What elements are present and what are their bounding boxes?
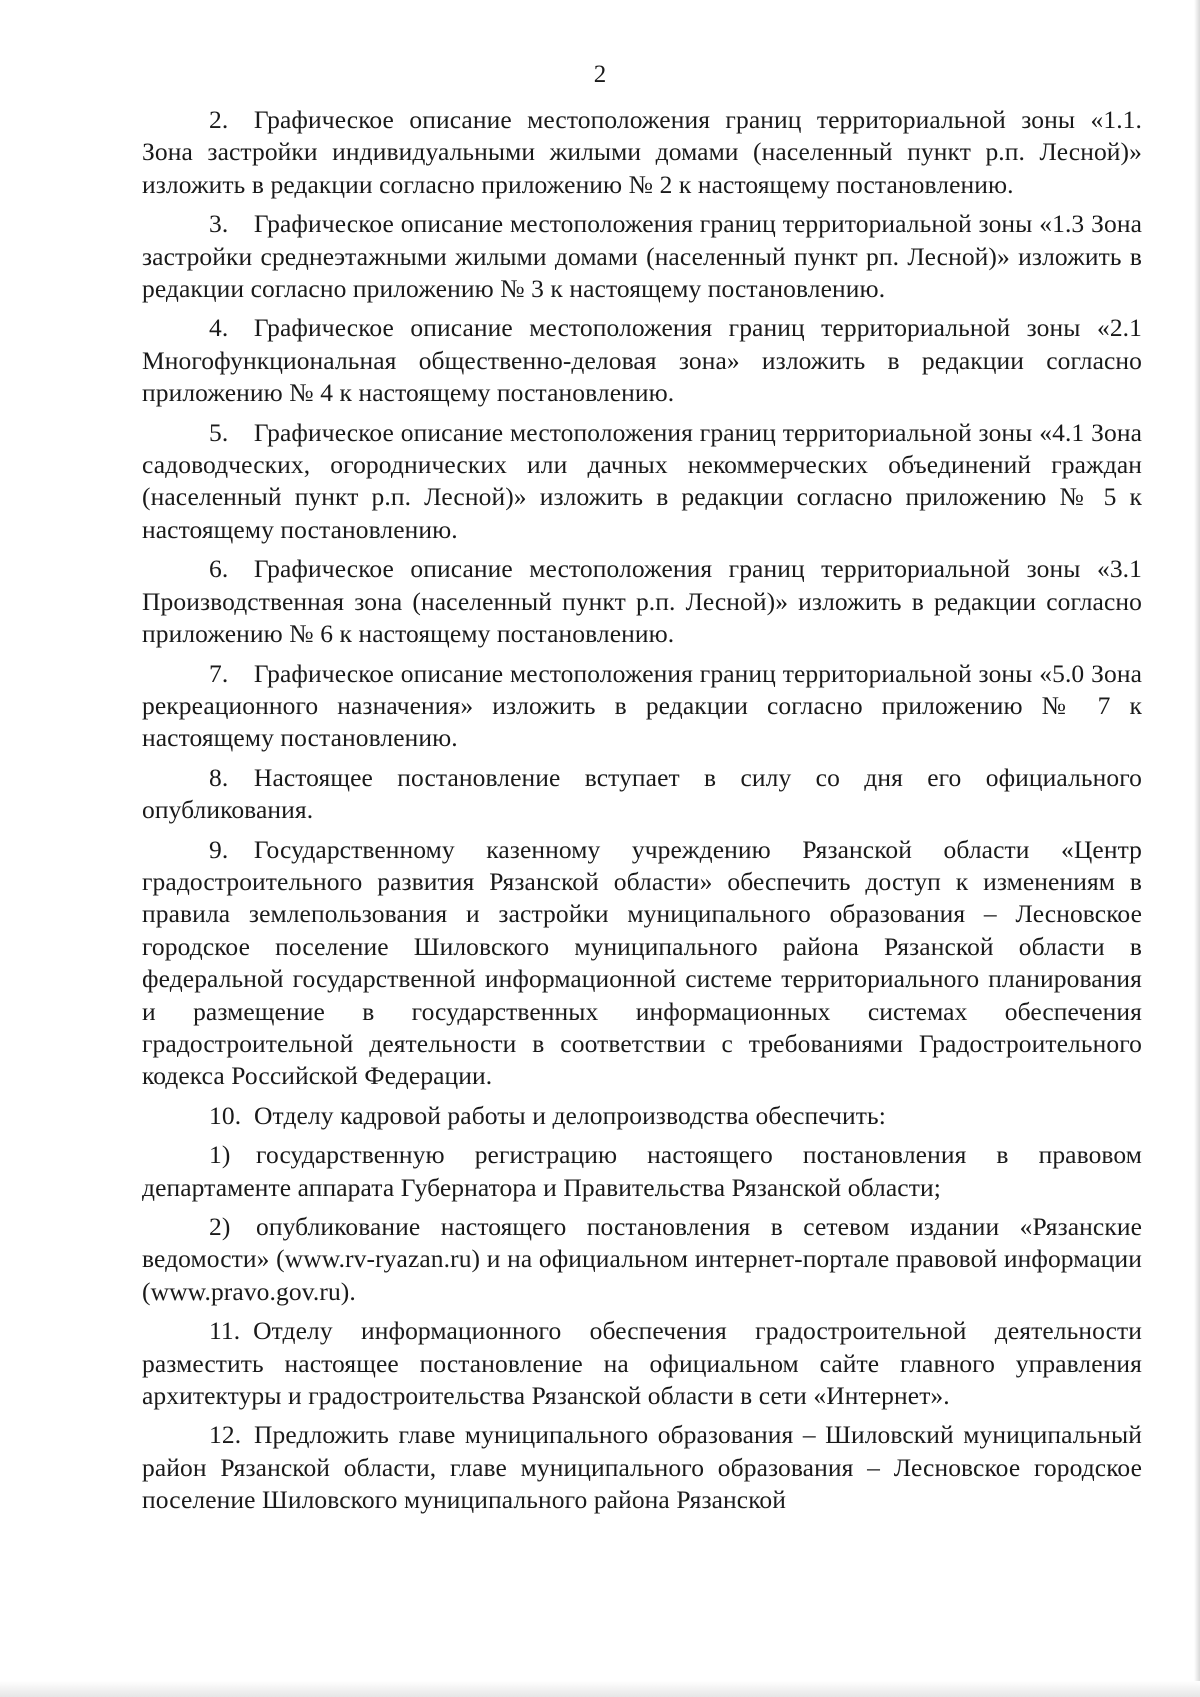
subparagraph-item-2: 2) опубликование настоящего постановления в сетевом издании «Рязанские ведомости» (www.rv-ryazan.ru) и на официальном интернет-портале правовой информации (www.pravo.gov.ru).	[142, 1212, 1142, 1306]
paragraph-item-2: 2. Графическое описание местоположения границ территориальной зоны «1.1. Зона застройки индивидуальными жилыми домами (населенный пункт р.п. Лесной)» изложить в редакции согласно приложению № 2 к настоящему постановлению.	[142, 105, 1142, 199]
subparagraph-item-1: 1) государственную регистрацию настоящего постановления в правовом департаменте аппарата Губернатора и Правительства Рязанской области;	[142, 1140, 1142, 1202]
document-body	[142, 104, 1142, 1524]
paragraph-item-5: 5. Графическое описание местоположения границ территориальной зоны «4.1 Зона садоводческих, огороднических или дачных некоммерческих объединений граждан (населенный пункт р.п. Лесной)» изложить в редакции согласно приложению № 5 к настоящему постановлению.	[142, 417, 1142, 544]
paragraph-item-9: 9. Государственному казенному учреждению Рязанской области «Центр градостроительного развития Рязанской области» обеспечить доступ к изменениям в правила землепользования и застройки муниципального образования – Лесновское городское поселение Шиловского муниципального района Рязанской области в федеральной государственной информационной системе территориального планирования и размещение в государственных информационных системах обеспечения градостроительной деятельности в соответствии с требованиями Градостроительного кодекса Российской Федерации.	[142, 834, 1142, 1091]
paragraph-item-11: 11. Отделу информационного обеспечения градостроительной деятельности разместить настоящее постановление на официальном сайте главного управления архитектуры и градостроительства Рязанской области в сети «Интернет».	[142, 1316, 1142, 1411]
paragraph-item-3: 3. Графическое описание местоположения границ территориальной зоны «1.3 Зона застройки среднеэтажными жилыми домами (населенный пункт рп. Лесной)» изложить в редакции согласно приложению № 3 к настоящему постановлению.	[142, 209, 1142, 304]
paragraph-item-8: 8. Настоящее постановление вступает в силу со дня его официального опубликования.	[142, 762, 1142, 825]
scan-bottom-edge	[0, 1681, 1200, 1697]
paragraph-item-7: 7. Графическое описание местоположения границ территориальной зоны «5.0 Зона рекреационного назначения» изложить в редакции согласно приложению № 7 к настоящему постановлению.	[142, 658, 1142, 753]
paragraph-item-4: 4. Графическое описание местоположения границ территориальной зоны «2.1 Многофункциональная общественно-деловая зона» изложить в редакции согласно приложению № 4 к настоящему постановлению.	[142, 313, 1142, 408]
page-number: 2	[593, 61, 607, 88]
paragraph-item-10: 10. Отделу кадровой работы и делопроизводства обеспечить:	[209, 1100, 886, 1130]
paragraph-item-12: 12. Предложить главе муниципального образования – Шиловский муниципальный район Рязанской области, главе муниципального образования – Лесновское городское поселение Шиловского муниципального района Рязанской	[142, 1420, 1142, 1515]
paragraph-item-6: 6. Графическое описание местоположения границ территориальной зоны «3.1 Производственная зона (населенный пункт р.п. Лесной)» изложить в редакции согласно приложению № 6 к настоящему постановлению.	[142, 554, 1142, 649]
scan-right-edge	[1194, 0, 1200, 1697]
